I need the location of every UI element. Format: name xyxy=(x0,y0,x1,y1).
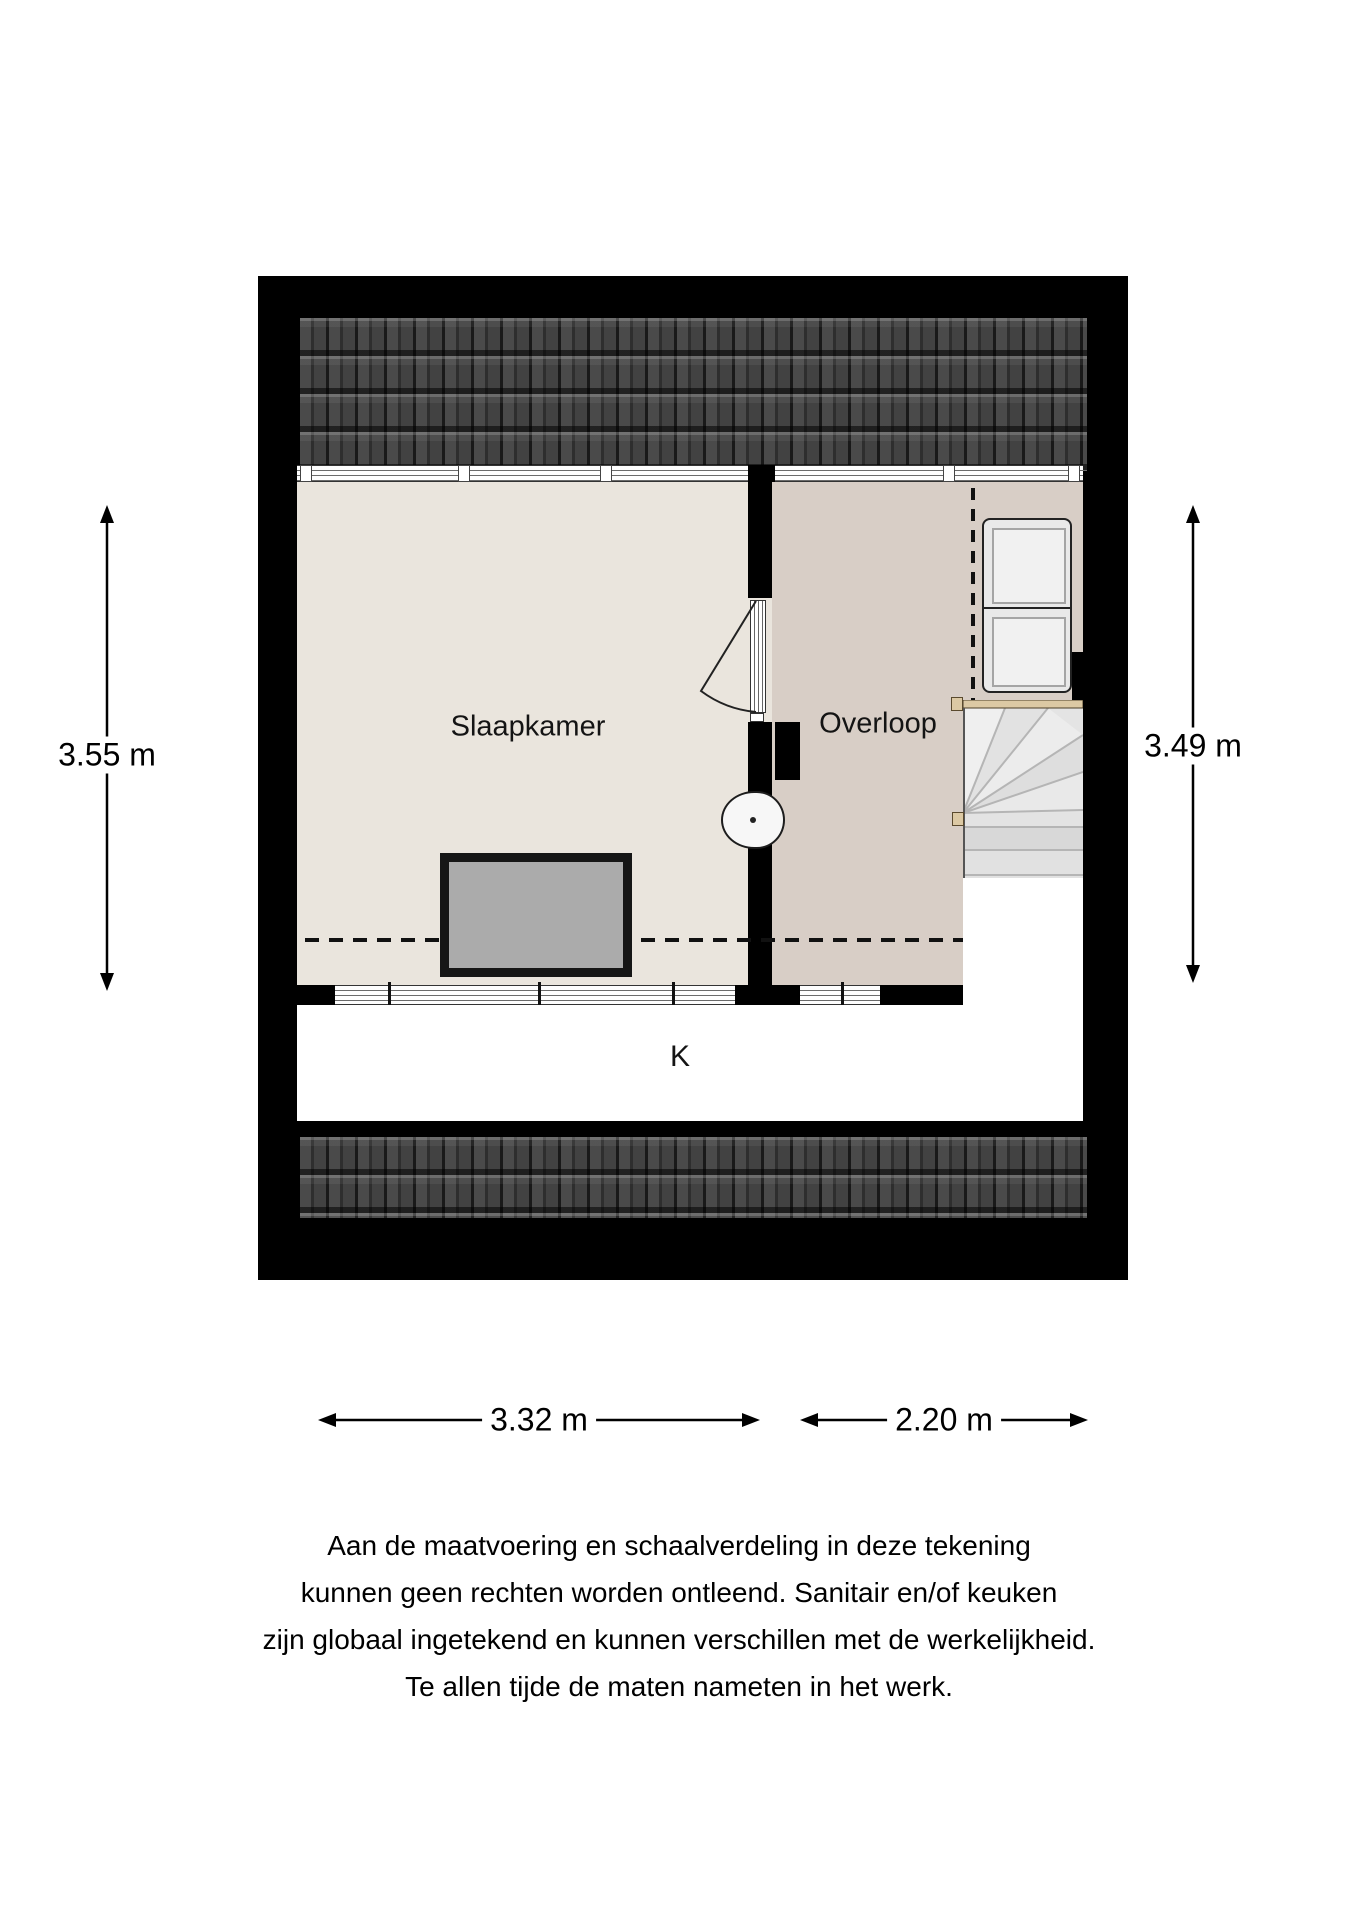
floorplan-outer-walls xyxy=(258,276,1128,1280)
window-mullion xyxy=(600,465,612,482)
window-band-bottom xyxy=(800,985,880,1005)
window-mullion xyxy=(300,465,312,482)
window-mullion xyxy=(943,465,955,482)
disclaimer-text xyxy=(0,1522,1358,1710)
roof-tiles-bottom xyxy=(300,1137,1087,1218)
headroom-line-vertical xyxy=(971,488,975,700)
stair-newel xyxy=(952,812,964,826)
wall-segment xyxy=(775,722,800,780)
wall-segment xyxy=(748,465,775,482)
disclaimer-line-3: zijn globaal ingetekend en kunnen verschillen met de werkelijkheid. xyxy=(262,1624,1096,1655)
staircase xyxy=(963,700,1083,878)
stairwell-void xyxy=(963,878,1083,1005)
stair-trim xyxy=(951,697,963,711)
dimension-label-bottom-left: 3.32 m xyxy=(482,1402,596,1439)
dimension-label-bottom-right: 2.20 m xyxy=(887,1402,1001,1439)
cabinet-top xyxy=(992,528,1066,604)
window-mullion xyxy=(1068,465,1080,482)
cabinet-bottom xyxy=(992,617,1066,687)
disclaimer-line-1: Aan de maatvoering en schaalverdeling in deze tekening xyxy=(327,1530,1031,1561)
bedroom-label: Slaapkamer xyxy=(450,710,606,743)
roof-tiles-top xyxy=(300,318,1087,471)
dimension-label-right: 3.49 m xyxy=(1136,728,1250,765)
window-mullion xyxy=(458,465,470,482)
door-swing-arc xyxy=(690,595,770,725)
landing-label: Overloop xyxy=(819,707,937,740)
disclaimer-line-2: kunnen geen rechten worden ontleend. Sanitair en/of keuken xyxy=(300,1577,1058,1608)
dimension-label-left: 3.55 m xyxy=(50,737,164,774)
k-label: K xyxy=(669,1040,691,1073)
window-band-bottom xyxy=(335,985,735,1005)
wall-segment xyxy=(1072,652,1083,700)
cabinet-stack xyxy=(982,518,1072,693)
sink-tap-icon xyxy=(750,817,756,823)
cabinet-divider xyxy=(984,607,1070,609)
window-band-top xyxy=(297,465,1083,482)
table xyxy=(440,853,632,977)
disclaimer-line-4: Te allen tijde de maten nameten in het werk. xyxy=(405,1671,953,1702)
